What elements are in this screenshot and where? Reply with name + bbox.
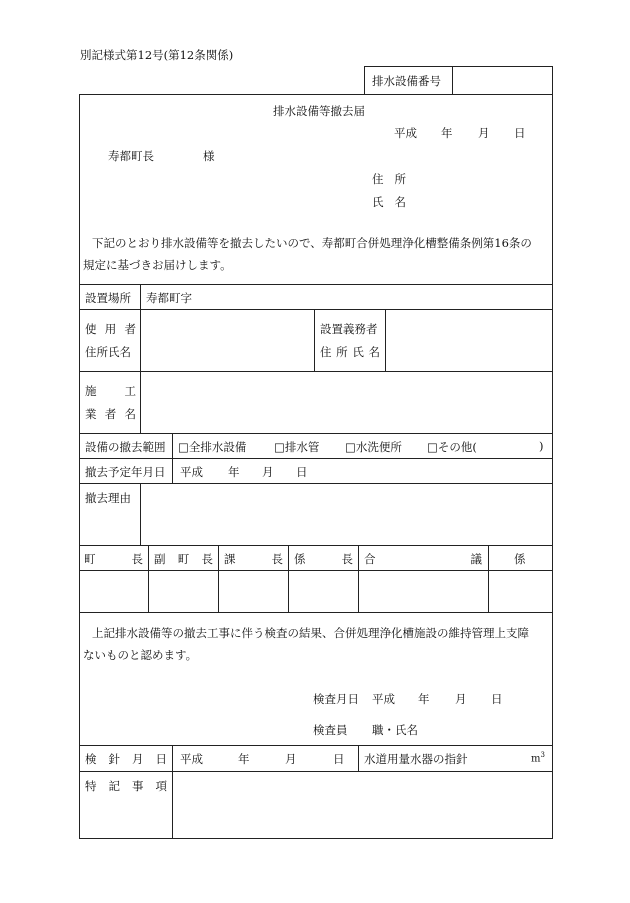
notice-line-1: 下記のとおり排水設備等を撤去したいので、寿都町合併処理浄化槽整備条例第16条の bbox=[92, 236, 532, 250]
inspection-line-2: ないものと認めます。 bbox=[83, 648, 198, 662]
approval-council: 合 議 bbox=[364, 552, 482, 566]
date-month: 月 bbox=[478, 126, 490, 140]
number-label: 排水設備番号 bbox=[372, 74, 441, 88]
stamp-section-chief[interactable] bbox=[219, 571, 287, 611]
user-label-line1: 使 用 者 bbox=[85, 322, 136, 336]
meter-reading-label: 水道用量水器の指針 bbox=[364, 752, 468, 766]
form-label: 別記様式第12号(第12条関係) bbox=[80, 48, 234, 62]
addressee-name: 寿都町長 bbox=[108, 149, 154, 163]
planned-label: 撤去予定年月日 bbox=[85, 465, 166, 479]
planned-era: 平成 bbox=[180, 465, 203, 479]
inspection-month: 月 bbox=[455, 692, 467, 706]
scope-option-other-close: ) bbox=[539, 439, 544, 453]
stamp-staff[interactable] bbox=[489, 571, 552, 611]
meter-label: 検 針 月 日 bbox=[85, 752, 167, 766]
number-field[interactable] bbox=[453, 67, 552, 94]
remarks-field[interactable] bbox=[173, 772, 552, 838]
user-field[interactable] bbox=[141, 310, 313, 370]
stamp-deputy-mayor[interactable] bbox=[149, 571, 217, 611]
form-title: 排水設備等撤去届 bbox=[273, 104, 365, 118]
date-era: 平成 bbox=[394, 126, 417, 140]
stamp-subsection-chief[interactable] bbox=[289, 571, 357, 611]
approval-mayor: 町 長 bbox=[84, 552, 143, 566]
notice-line-2: 規定に基づきお届けします。 bbox=[83, 258, 232, 272]
applicant-name-field[interactable] bbox=[410, 191, 550, 209]
scope-label: 設備の撤去範囲 bbox=[85, 440, 166, 454]
addressee-honorific: 様 bbox=[203, 149, 215, 163]
applicant-name-label: 氏 名 bbox=[372, 195, 406, 209]
inspection-day: 日 bbox=[491, 692, 503, 706]
obligor-label-line2: 住 所 氏 名 bbox=[320, 345, 380, 359]
inspection-year: 年 bbox=[418, 692, 430, 706]
meter-month: 月 bbox=[285, 752, 297, 766]
inspection-line-1: 上記排水設備等の撤去工事に伴う検査の結果、合併処理浄化槽施設の維持管理上支障 bbox=[92, 626, 529, 640]
inspector-name-label: 職・氏名 bbox=[372, 723, 418, 737]
inspection-era: 平成 bbox=[372, 692, 395, 706]
user-label-line2: 住所氏名 bbox=[85, 345, 131, 359]
scope-option-all[interactable]: □全排水設備 bbox=[178, 440, 247, 454]
approval-section-chief: 課 長 bbox=[224, 552, 283, 566]
obligor-field[interactable] bbox=[386, 310, 552, 370]
scope-option-toilet[interactable]: □水洗便所 bbox=[345, 440, 402, 454]
approval-deputy-mayor: 副 町 長 bbox=[154, 552, 213, 566]
contractor-label-line2: 業 者 名 bbox=[85, 407, 136, 421]
location-label: 設置場所 bbox=[85, 291, 131, 305]
applicant-address-label: 住 所 bbox=[372, 172, 406, 186]
contractor-field[interactable] bbox=[141, 372, 552, 432]
date-day: 日 bbox=[514, 126, 526, 140]
meter-year: 年 bbox=[238, 752, 250, 766]
applicant-address-field[interactable] bbox=[410, 168, 550, 186]
reason-field[interactable] bbox=[141, 484, 552, 544]
date-year: 年 bbox=[441, 126, 453, 140]
contractor-label-line1: 施 工 bbox=[85, 384, 136, 398]
stamp-council[interactable] bbox=[359, 571, 487, 611]
obligor-label-line1: 設置義務者 bbox=[320, 322, 378, 336]
planned-year: 年 bbox=[228, 465, 240, 479]
meter-era: 平成 bbox=[180, 752, 203, 766]
meter-day: 日 bbox=[333, 752, 345, 766]
stamp-mayor[interactable] bbox=[80, 571, 147, 611]
approval-staff: 係 bbox=[514, 552, 526, 566]
planned-month: 月 bbox=[262, 465, 274, 479]
planned-day: 日 bbox=[296, 465, 308, 479]
scope-option-pipe[interactable]: □排水管 bbox=[274, 440, 320, 454]
reason-label: 撤去理由 bbox=[85, 491, 131, 505]
meter-unit: $m^3$ bbox=[531, 751, 545, 765]
scope-option-other[interactable]: □その他( bbox=[427, 440, 477, 454]
approval-subsection-chief: 係 長 bbox=[294, 552, 353, 566]
inspector-label: 検査員 bbox=[313, 723, 348, 737]
remarks-label: 特 記 事 項 bbox=[85, 779, 167, 793]
location-field[interactable]: 寿都町字 bbox=[146, 291, 192, 305]
inspection-date-label: 検査月日 bbox=[313, 692, 359, 706]
